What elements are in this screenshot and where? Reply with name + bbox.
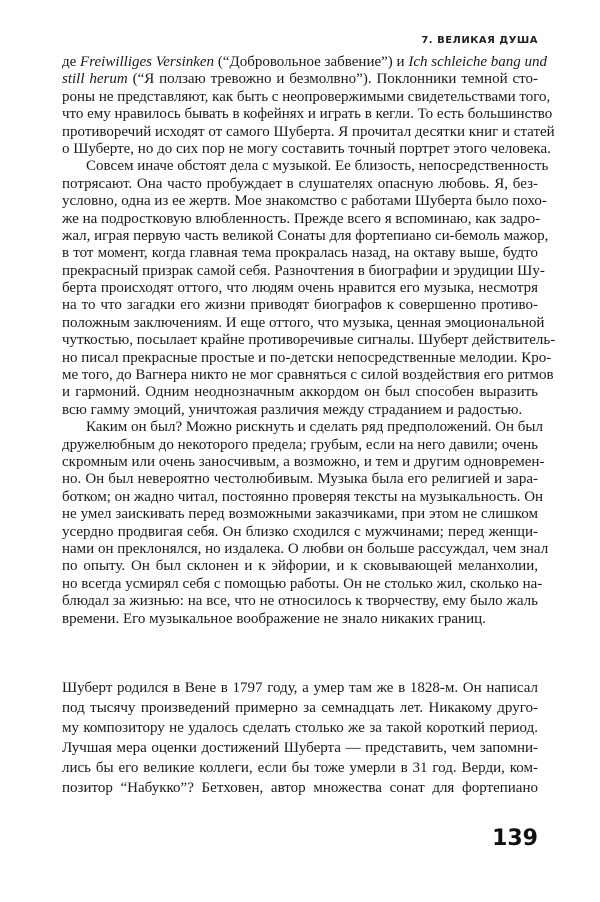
text-line: что ему нравилось бывать в кофейнях и играть в кегли. То есть большинство	[62, 106, 553, 123]
text-line: блюдал за жизнью: на все, что не относилось к творчеству, ему было жаль	[62, 593, 538, 610]
section-text-block	[62, 678, 538, 798]
text-line: му композитору не удалось сделать столько же за такой короткий период.	[62, 720, 538, 736]
text-line: и гармоний. Одним неоднозначным аккордом он был способен выразить	[62, 384, 538, 401]
text-line: Шуберт родился в Вене в 1797 году, а умер там же в 1828-м. Он написал	[62, 680, 538, 696]
text-line: положным заключениям. И еще оттого, что музыка, ценная эмоциональной	[62, 314, 545, 331]
paragraph-2	[62, 158, 556, 419]
page-number: 139	[492, 826, 538, 851]
text-line: де Freiwilliges Versinken (“Добровольное забвение”) и Ich schleiche bang und	[62, 54, 548, 70]
text-line: но писал прекрасные простые и по-детски непосредственные мелодии. Кро-	[62, 349, 552, 366]
text-line: но всегда усмирял себя с помощью работы. Он не столько жил, сколько на-	[62, 575, 543, 592]
running-header: 7. ВЕЛИКАЯ ДУША	[421, 35, 538, 46]
text-line: жал, играя первую часть великой Сонаты для фортепиано си-бемоль мажор,	[62, 227, 549, 244]
text-line: Каким он был? Можно рискнуть и сделать ряд предположений. Он был	[86, 419, 543, 436]
main-text-block	[62, 54, 556, 628]
paragraph-1	[62, 54, 555, 158]
text-line: в тот момент, когда главная тема прокралась назад, на октаву выше, будто	[62, 245, 538, 262]
text-line: скромным или очень заносчивым, а возможно, и тем и другим одновремен-	[62, 453, 545, 470]
paragraph-4	[62, 678, 538, 798]
text-line: нами он преклонялся, но издалека. О любви он больше рассуждал, чем знал	[62, 540, 549, 557]
text-line: ме того, до Вагнера никто не мог сравняться с силой воздействия его ритмов	[62, 367, 554, 384]
text-line: потрясают. Она часто пробуждает в слушателях опасную любовь. Я, без-	[62, 175, 538, 192]
text-line: still herum (“Я ползаю тревожно и безмолвно”). Поклонники темной сто-	[62, 71, 538, 88]
text-line: дружелюбным до некоторого предела; грубым, если на него давили; очень	[62, 436, 538, 453]
text-line: о Шуберте, но до сих пор не могу составить точный портрет этого человека.	[62, 140, 551, 157]
text-line: позитор “Набукко”? Бетховен, автор множества сонат для фортепиано	[62, 780, 538, 796]
text-line: роны не представляют, как быть с неопровержимыми свидетельствами того,	[62, 88, 551, 105]
text-line: на то что загадки его жизни приводят биографов к совершенно противо-	[62, 297, 538, 314]
text-line: Лучшая мера оценки достижений Шуберта — представить, чем запомни-	[62, 740, 538, 756]
text-line: всю гамму эмоций, уничтожая различия между страданием и радостью.	[62, 401, 523, 418]
text-line: под тысячу произведений примерно за семнадцать лет. Никакому друго-	[62, 700, 538, 716]
text-line: берта происходят оттого, что людям очень нравится его музыка, несмотря	[62, 280, 538, 297]
paragraph-3	[62, 419, 549, 628]
text-line: по опыту. Он был склонен и к эйфории, и к сковывающей меланхолии,	[62, 558, 538, 575]
text-line: ботком; он жадно читал, постоянно проверяя тексты на музыкальность. Он	[62, 488, 544, 505]
text-line: времени. Его музыкальное воображение не знало никаких границ.	[62, 610, 486, 627]
text-line: не умел заискивать перед возможными заказчиками, при этом не слишком	[62, 506, 538, 523]
text-line: усердно продвигая себя. Он близко сходился с мужчинами; перед женщи-	[62, 523, 538, 540]
text-line: прекрасный призрак самой себя. Разночтения в биографии и эрудиции Шу-	[62, 262, 545, 279]
text-line: лись бы его великие коллеги, если бы тоже умерли в 31 год. Верди, ком-	[62, 760, 538, 776]
text-line: чуткостью, посылает крайне противоречивые сигналы. Шуберт действитель-	[62, 332, 556, 349]
text-line: противоречий исходят от самого Шуберта. Я прочитал десятки книг и статей	[62, 123, 555, 140]
text-line: условно, одна из ее жертв. Мое знакомство с работами Шуберта было похо-	[62, 193, 547, 210]
text-line: но. Он был невероятно честолюбивым. Музыка была его религией и зара-	[62, 471, 538, 488]
text-line: же на подростковую влюбленность. Прежде всего я вспоминаю, как задро-	[62, 210, 541, 227]
text-line: Совсем иначе обстоят дела с музыкой. Ее близость, непосредственность	[86, 158, 549, 175]
